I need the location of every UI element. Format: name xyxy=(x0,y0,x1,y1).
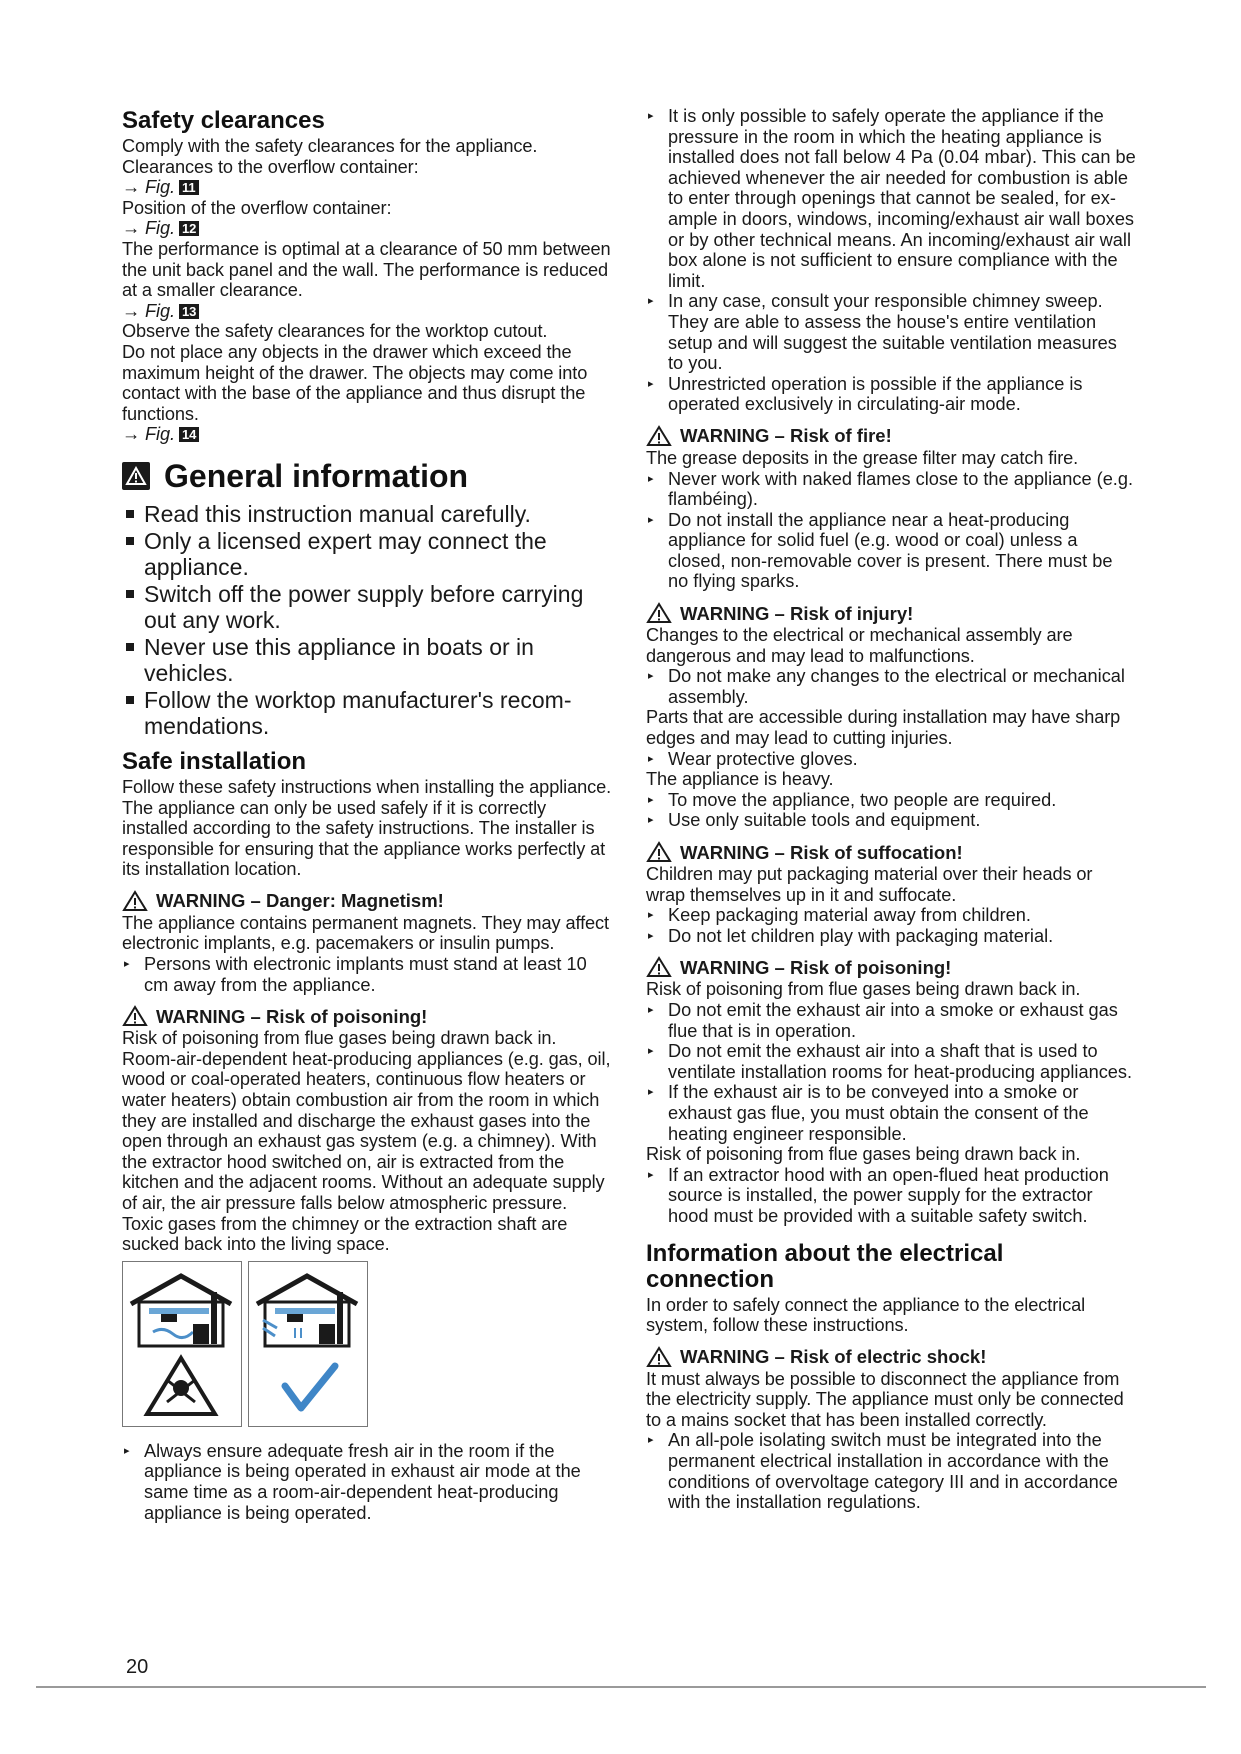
arrow-list-item: ▸ In any case, consult your responsible chimney sweep. They are able to assess the house's entire ventilation setup and will suggest the suitable ventilation measures to you. xyxy=(648,291,1117,374)
arrow-bullet-icon: ▸ xyxy=(648,295,654,308)
arrow-bullet-icon: ▸ xyxy=(124,958,130,971)
paragraph: Follow these safety instructions when installing the appliance. xyxy=(122,776,612,797)
arrow-bullet-icon: ▸ xyxy=(648,929,654,942)
general-info-list xyxy=(122,501,612,739)
warning-heading: WARNING – Risk of poisoning! xyxy=(122,1005,612,1027)
arrow-list-item: ▸ An all-pole isolating switch must be integrated into the permanent electrical installation in accordance with the conditions of overvoltage category III and in accordance with the installation regulations. xyxy=(648,1430,1118,1513)
arrow-list-item: ▸ Do not install the appliance near a heat-producing appliance for solid fuel (e.g. wood or coal) unless a closed, non-removable cover is present. There must be no flying sparks. xyxy=(648,509,1113,592)
paragraph: Observe the safety clearances for the worktop cutout. xyxy=(122,321,548,342)
figure-number: 13 xyxy=(179,304,199,319)
paragraph: Clearances to the overflow container: xyxy=(122,156,419,177)
arrow-bullet-icon: ▸ xyxy=(648,110,654,122)
arrow-bullet-icon: ▸ xyxy=(648,1086,654,1099)
arrow-bullet-icon: ▸ xyxy=(648,1434,654,1447)
section-title-safety-clearances: Safety clearances xyxy=(122,107,325,134)
paragraph: The grease deposits in the grease filter may catch fire. xyxy=(646,447,1079,468)
arrow-list-item: ▸ It is only possible to safely operate the appliance if the pressure in the room in which the heating appliance is installed does not fall below 4 Pa (0.04 mbar). This can be achieved whenever the air needed for combustion is able to enter through openings that cannot be sealed, for example in doors, windows, incoming/exhaust air wall boxes or by other technical means. An incoming/exhaust air wall box alone is not sufficient to ensure compliance with the limit. xyxy=(648,106,1136,291)
arrow-bullet-icon: ▸ xyxy=(648,1003,654,1016)
arrow-list-item: ▸ Always ensure adequate fresh air in the room if the appliance is being operated in exhaust air mode at the same time as a room-air-dependent heat-producing appliance is being operated. xyxy=(124,1440,581,1523)
square-bullet-icon xyxy=(126,696,134,704)
arrow-list-item: ▸ Wear protective gloves. xyxy=(648,748,858,769)
figure-reference: → Fig. 11 xyxy=(122,177,612,198)
warning-triangle-icon xyxy=(122,890,148,912)
arrow-bullet-icon: ▸ xyxy=(648,513,654,526)
square-bullet-icon xyxy=(126,643,134,651)
list-item: Follow the worktop manufacturer's recommendations. xyxy=(122,687,612,739)
arrow-bullet-icon: ▸ xyxy=(648,670,654,683)
paragraph: Comply with the safety clearances for the appliance. xyxy=(122,136,538,156)
figure-number: 11 xyxy=(179,180,199,195)
arrow-list-item: ▸ Use only suitable tools and equipment. xyxy=(648,810,981,831)
square-bullet-icon xyxy=(126,510,134,518)
list-item: Read this instruction manual carefully. xyxy=(122,501,612,527)
ventilation-illustration xyxy=(122,1261,612,1427)
arrow-bullet-icon: ▸ xyxy=(648,752,654,765)
warning-triangle-icon xyxy=(646,425,672,447)
paragraph: Do not place any objects in the drawer which exceed the maximum height of the drawer. The objects may come into contact with the base of the appliance and thus disrupt the functions. xyxy=(122,341,588,424)
paragraph: Position of the overflow container: xyxy=(122,197,392,218)
arrow-bullet-icon: ▸ xyxy=(648,377,654,390)
arrow-list-item: ▸ Persons with electronic implants must stand at least 10 cm away from the appliance. xyxy=(124,954,587,995)
arrow-list-item: ▸ Unrestricted operation is possible if the appliance is operated exclusively in circulating-air mode. xyxy=(648,373,1083,415)
list-item: Never use this appliance in boats or in vehicles. xyxy=(122,634,612,686)
arrow-list-item: ▸ Do not emit the exhaust air into a smoke or exhaust gas flue that is in operation. xyxy=(648,999,1118,1041)
arrow-list-item: ▸ Never work with naked flames close to the appliance (e.g. flambéing). xyxy=(648,468,1134,510)
warning-heading: WARNING – Risk of injury! xyxy=(646,602,1136,624)
warning-heading: WARNING – Risk of poisoning! xyxy=(646,956,1136,978)
paragraph: The appliance can only be used safely if it is correctly installed according to the safety instructions. The installer is responsible for ensuring that the appliance works perfectly at its installation location. xyxy=(122,797,606,880)
warning-heading: WARNING – Risk of suffocation! xyxy=(646,841,1136,863)
warning-triangle-icon xyxy=(646,841,672,863)
arrow-list-item: ▸ Do not emit the exhaust air into a shaft that is used to ventilate installation rooms for heat-producing appliances. xyxy=(648,1041,1133,1082)
paragraph: It must always be possible to disconnect the appliance from the electricity supply. The appliance must only be connected to a mains socket that has been installed correctly. xyxy=(646,1368,1124,1430)
warning-heading: WARNING – Risk of electric shock! xyxy=(646,1346,1136,1368)
left-column xyxy=(122,108,612,1523)
paragraph: The performance is optimal at a clearance of 50 mm between the unit back panel and the wall. The performance is reduced at a smaller clearance. xyxy=(122,238,611,301)
figure-reference: → Fig. 14 xyxy=(122,424,612,445)
arrow-list-item: ▸ Do not make any changes to the electrical or mechanical assembly. xyxy=(648,666,1125,707)
arrow-list-item: ▸ Keep packaging material away from children. xyxy=(648,905,1031,926)
illustration-panel-ok xyxy=(248,1261,368,1427)
section-title-safe-installation: Safe installation xyxy=(122,747,307,775)
arrow-bullet-icon: ▸ xyxy=(648,814,654,827)
arrow-bullet-icon: ▸ xyxy=(124,1444,130,1457)
paragraph: The appliance contains permanent magnets. They may affect electronic implants, e.g. pacemakers or insulin pumps. xyxy=(122,912,609,954)
arrow-list-item: ▸ If the exhaust air is to be conveyed into a smoke or exhaust gas flue, you must obtain the consent of the heating engineer responsible. xyxy=(648,1082,1089,1144)
warning-triangle-icon xyxy=(122,1005,148,1027)
paragraph: Risk of poisoning from flue gases being drawn back in. xyxy=(646,1144,1081,1165)
warning-triangle-icon xyxy=(646,956,672,978)
warning-box-icon xyxy=(122,462,150,490)
right-column xyxy=(646,106,1136,1513)
arrow-list-item: ▸ If an extractor hood with an open-flued heat production source is installed, the power supply for the extractor hood must be provided with a suitable safety switch. xyxy=(648,1164,1109,1226)
arrow-list-item: ▸ Do not let children play with packaging material. xyxy=(648,925,1054,946)
warning-heading: WARNING – Risk of fire! xyxy=(646,425,1136,447)
page-number: 20 xyxy=(126,1656,149,1678)
paragraph: Risk of poisoning from flue gases being drawn back in. Room-air-dependent heat-producing appliances (e.g. gas, oil, wood or coal-operated heaters, continuous flow heaters or water heaters) obtain combustion air from the room in which they are installed and discharge the exhaust gases into the open through an exhaust gas system (e.g. a chimney). With the extractor hood switched on, air is extracted from the kitchen and the adjacent rooms. Without an adequate supply of air, the air pressure falls below atmospheric pressure. Toxic gases from the chimney or the extraction shaft are sucked back into the living space. xyxy=(122,1028,611,1255)
warning-triangle-icon xyxy=(646,602,672,624)
warning-triangle-icon xyxy=(646,1346,672,1368)
list-item: Only a licensed expert may connect the appliance. xyxy=(122,528,612,580)
square-bullet-icon xyxy=(126,537,134,545)
paragraph: The appliance is heavy. xyxy=(646,769,834,790)
arrow-bullet-icon: ▸ xyxy=(648,793,654,806)
arrow-list-item: ▸ To move the appliance, two people are required. xyxy=(648,789,1057,810)
list-item: Switch off the power supply before carrying out any work. xyxy=(122,581,612,633)
heading-general-information: General information xyxy=(122,459,612,493)
arrow-bullet-icon: ▸ xyxy=(648,472,654,485)
figure-number: 12 xyxy=(179,221,199,236)
arrow-bullet-icon: ▸ xyxy=(648,1045,654,1058)
arrow-bullet-icon: ▸ xyxy=(648,909,654,922)
figure-number: 14 xyxy=(179,427,199,442)
arrow-bullet-icon: ▸ xyxy=(648,1168,654,1181)
footer-divider xyxy=(36,1686,1206,1688)
warning-heading: WARNING – Danger: Magnetism! xyxy=(122,890,612,912)
section-title-electrical-connection: Information about the electrical connection xyxy=(646,1239,1004,1293)
paragraph: Parts that are accessible during installation may have sharp edges and may lead to cutting injuries. xyxy=(646,707,1121,749)
paragraph: Children may put packaging material over their heads or wrap themselves up in it and suffocate. xyxy=(646,864,1093,905)
paragraph: In order to safely connect the appliance to the electrical system, follow these instructions. xyxy=(646,1294,1086,1336)
illustration-panel-danger xyxy=(122,1261,242,1427)
figure-reference: → Fig. 12 xyxy=(122,218,612,239)
paragraph: Changes to the electrical or mechanical assembly are dangerous and may lead to malfunctions. xyxy=(646,625,1073,666)
paragraph: Risk of poisoning from flue gases being drawn back in. xyxy=(646,979,1081,1000)
figure-reference: → Fig. 13 xyxy=(122,301,612,322)
square-bullet-icon xyxy=(126,590,134,598)
